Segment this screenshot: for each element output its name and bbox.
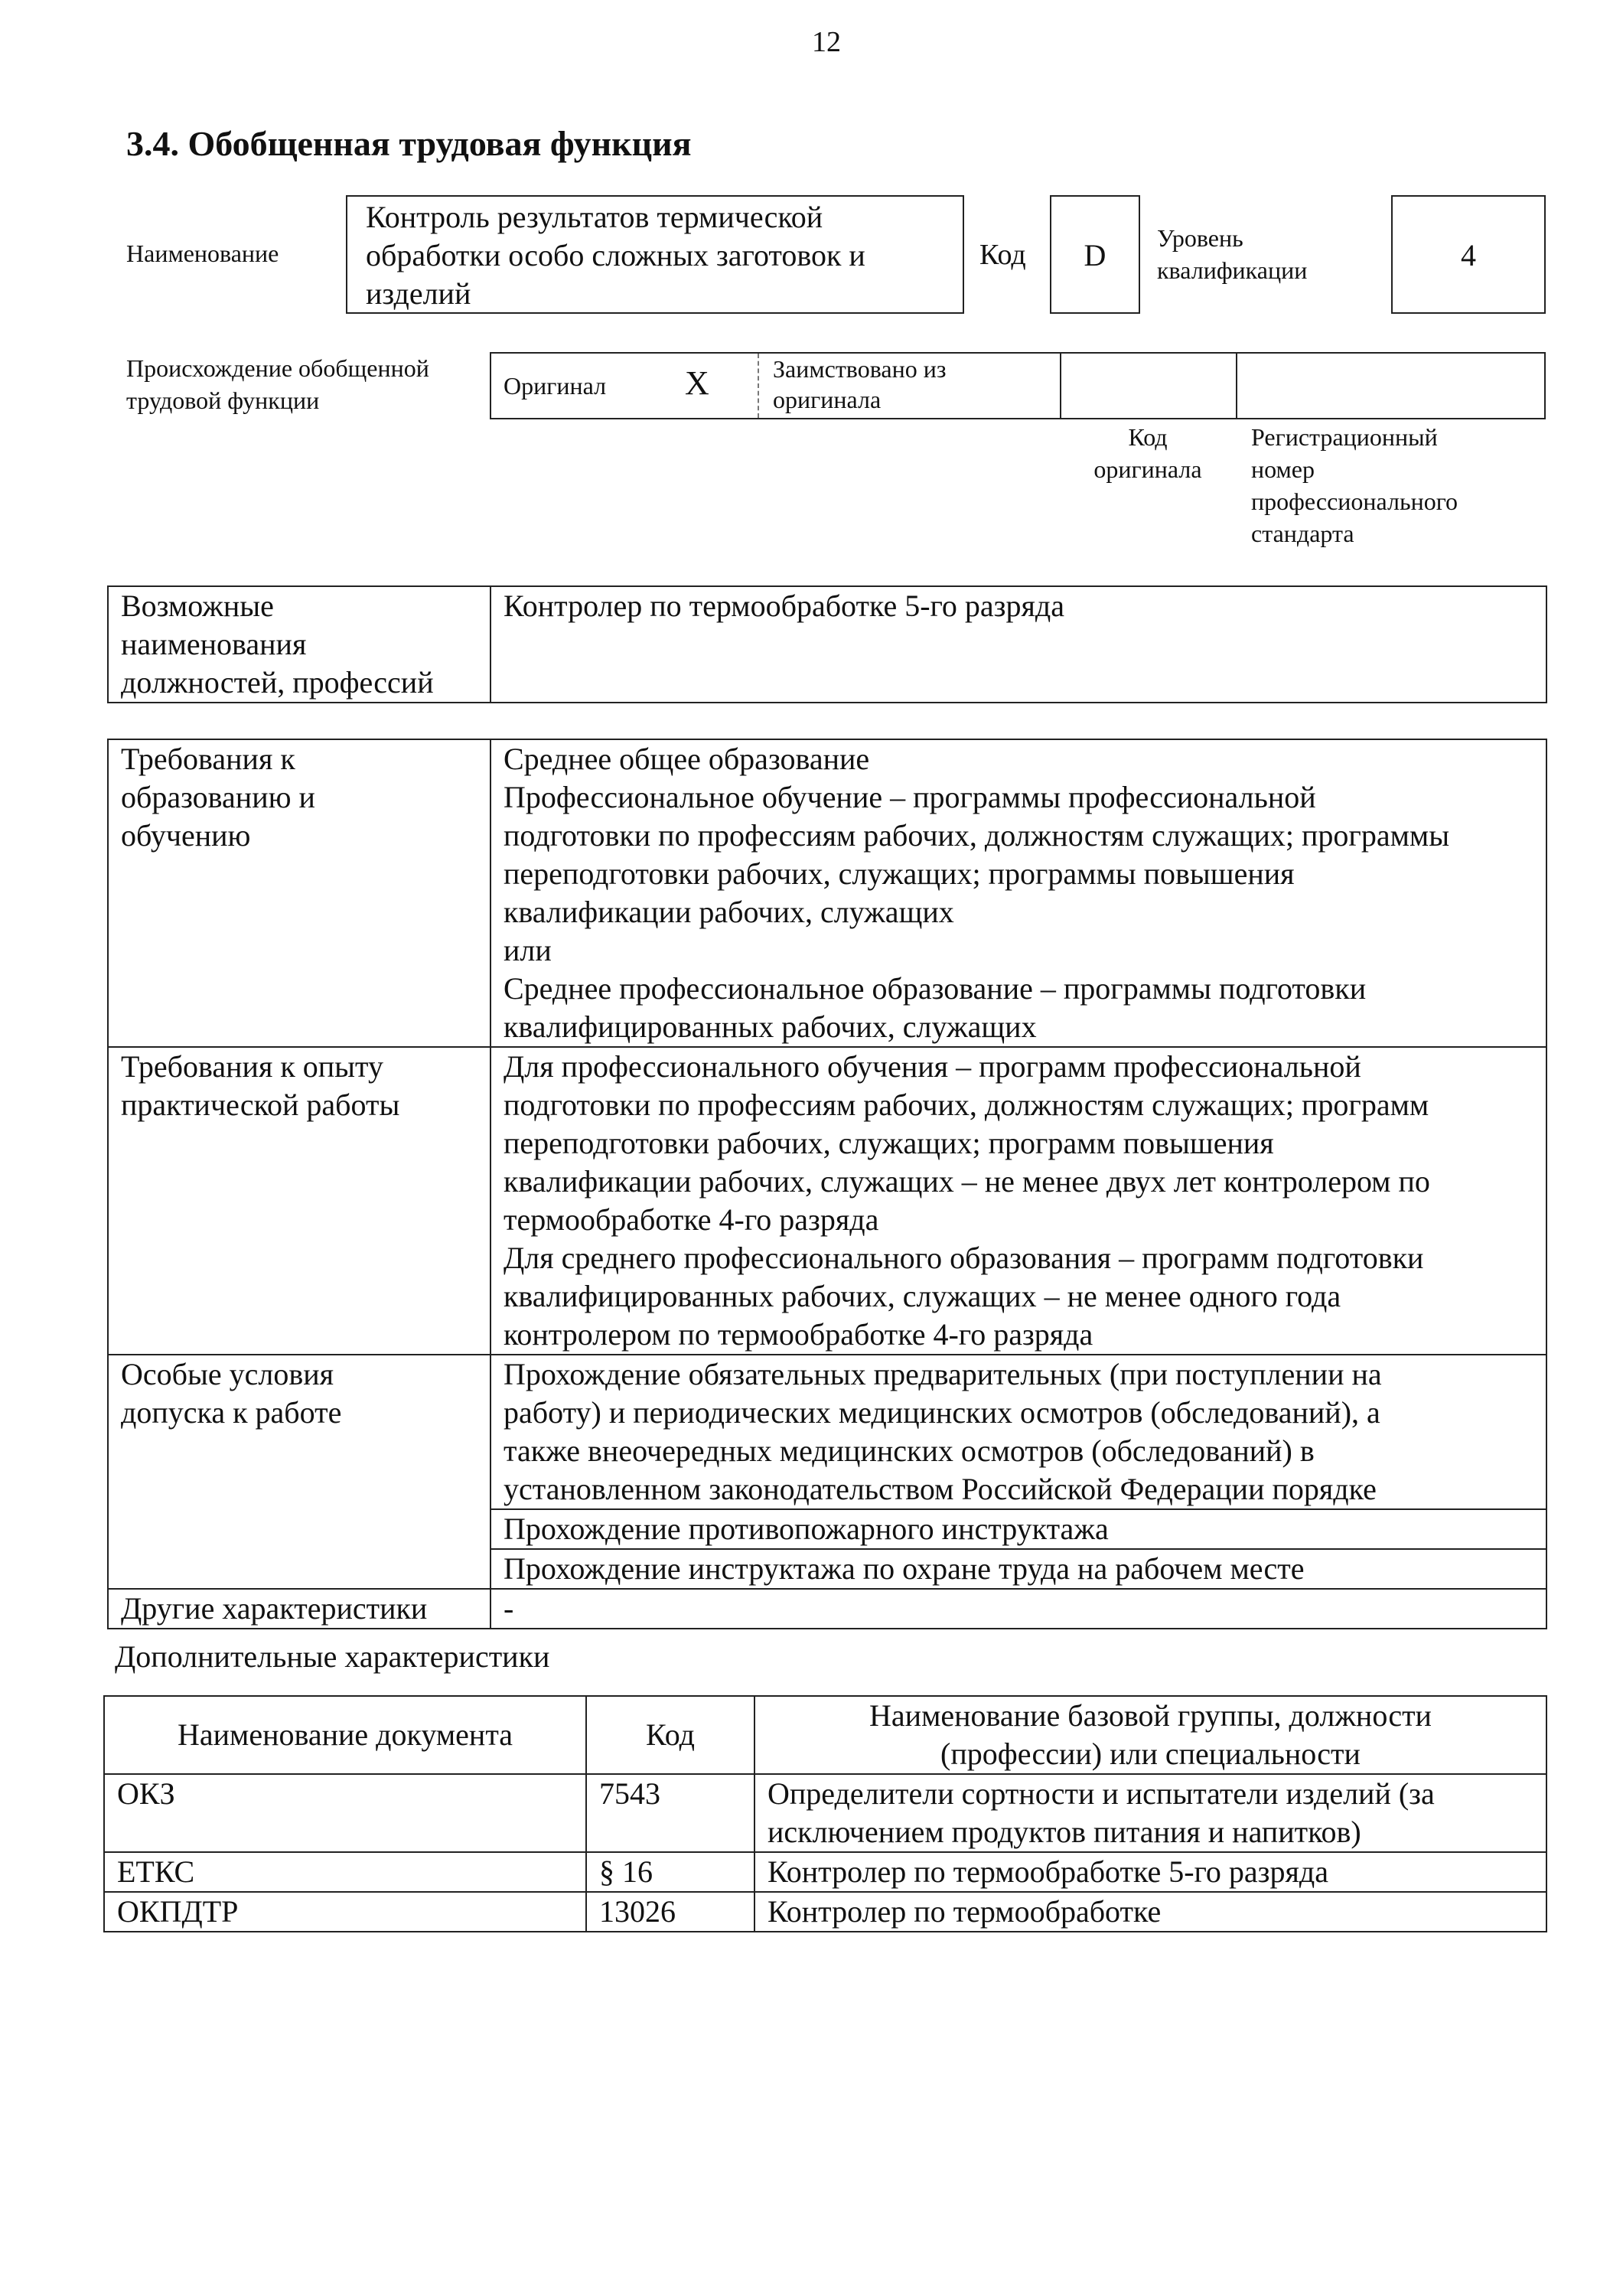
table-row — [104, 1774, 1546, 1852]
positions-table — [107, 585, 1547, 703]
doc-cell: ЕТКС — [104, 1852, 586, 1892]
doc-cell: ОКПДТР — [104, 1892, 586, 1932]
additional-header-row — [104, 1696, 1546, 1774]
name-label: Наименование — [126, 240, 279, 267]
name-value-box — [346, 195, 964, 314]
additional-table — [103, 1695, 1547, 1932]
original-mark: X — [685, 364, 709, 402]
origin-label: Происхождение обобщенной трудовой функции — [126, 354, 429, 414]
header-base-group: Наименование базовой группы, должности (профессии) или специальности — [754, 1696, 1546, 1774]
requirements-row — [108, 1355, 1546, 1509]
section-title: 3.4. Обобщенная трудовая функция — [126, 124, 692, 163]
special-condition-value: Прохождение инструктажа по охране труда на рабочем месте — [490, 1549, 1546, 1589]
origin-row — [490, 352, 1546, 419]
experience-value: Для профессионального обучения – программ профессиональной подготовки по профессиям рабочих, должностям служащих; программ переподготовки рабочих, служащих; программ повышения квалификации рабочих, служащих – не менее двух лет контролером по термообработке 4-го разряда Для среднего профессионального образования – программ подготовки квалифицированных рабочих, служащих – не менее одного года контролером по термообработке 4-го разряда — [490, 1047, 1546, 1355]
page-number: 12 — [812, 26, 841, 58]
code-cell: 7543 — [586, 1774, 754, 1852]
original-code-label: Код оригинала — [1093, 423, 1202, 483]
other-characteristics-label: Другие характеристики — [108, 1589, 490, 1629]
borrowed-label: Заимствовано из оригинала — [773, 355, 947, 413]
table-row — [104, 1892, 1546, 1932]
code-value: D — [1084, 238, 1106, 272]
level-value-box — [1391, 195, 1546, 314]
reg-number-label: Регистрационный номер профессионального стандарта — [1251, 423, 1458, 547]
header-document: Наименование документа — [104, 1696, 586, 1774]
code-cell: 13026 — [586, 1892, 754, 1932]
requirements-row — [108, 1047, 1546, 1355]
code-label: Код — [979, 239, 1026, 271]
name-cell: Контролер по термообработке — [754, 1892, 1546, 1932]
positions-value: Контролер по термообработке 5-го разряда — [490, 586, 1546, 703]
level-value: 4 — [1461, 238, 1476, 272]
name-cell: Определители сортности и испытатели изделий (за исключением продуктов питания и напитков) — [754, 1774, 1546, 1852]
special-condition-value: Прохождение обязательных предварительных (при поступлении на работу) и периодических медицинских осмотров (обследований), а также внеочередных медицинских осмотров (обследований) в установленном законодательством Российской Федерации порядке — [490, 1355, 1546, 1509]
special-condition-value: Прохождение противопожарного инструктажа — [490, 1509, 1546, 1549]
name-value: Контроль результатов термической обработки особо сложных заготовок и изделий — [366, 200, 865, 311]
original-label: Оригинал — [504, 372, 607, 400]
education-label: Требования к образованию и обучению — [108, 739, 490, 1047]
positions-label: Возможные наименования должностей, профессий — [108, 586, 490, 703]
additional-title: Дополнительные характеристики — [115, 1639, 550, 1674]
name-cell: Контролер по термообработке 5-го разряда — [754, 1852, 1546, 1892]
education-value: Среднее общее образование Профессиональное обучение – программы профессиональной подготовки по профессиям рабочих, должностям служащих; программы переподготовки рабочих, служащих; программы повышения квалификации рабочих, служащих или Среднее профессиональное образование – программы подготовки квалифицированных рабочих, служащих — [490, 739, 1546, 1047]
requirements-row — [108, 739, 1546, 1047]
code-cell: § 16 — [586, 1852, 754, 1892]
requirements-row — [108, 1589, 1546, 1629]
special-conditions-label: Особые условия допуска к работе — [108, 1355, 490, 1589]
level-label: Уровень квалификации — [1157, 224, 1308, 284]
other-characteristics-value: - — [490, 1589, 1546, 1629]
table-row — [104, 1852, 1546, 1892]
requirements-table — [107, 739, 1547, 1629]
header-code: Код — [586, 1696, 754, 1774]
experience-label: Требования к опыту практической работы — [108, 1047, 490, 1355]
code-value-box — [1050, 195, 1140, 314]
doc-cell: ОКЗ — [104, 1774, 586, 1852]
